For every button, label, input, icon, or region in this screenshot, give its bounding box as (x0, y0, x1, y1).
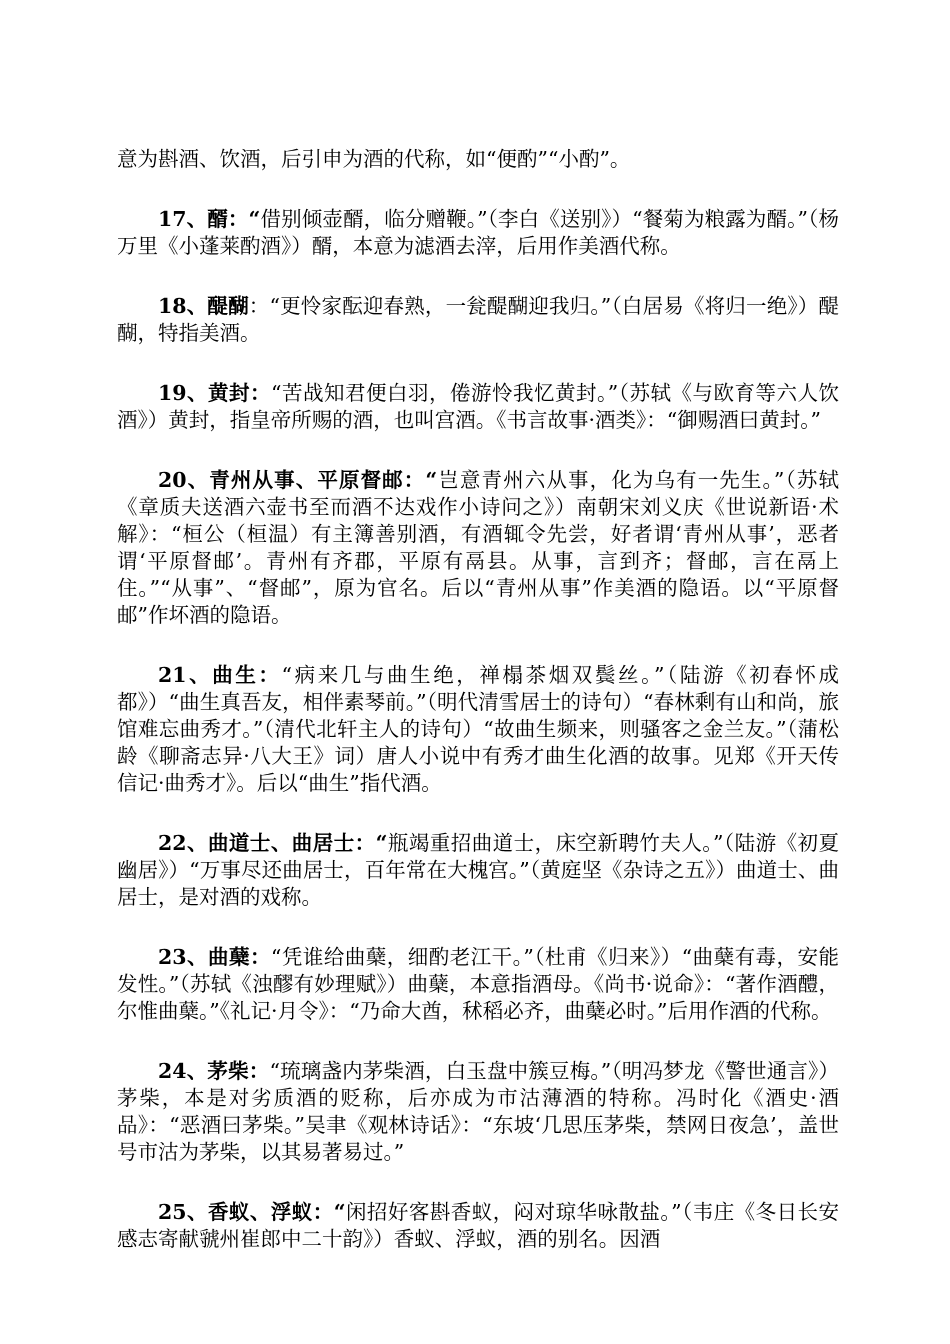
entry-heading: 23、曲蘖： (158, 945, 271, 969)
entry-heading: 25、香蚁、浮蚁：“ (158, 1200, 346, 1224)
paragraph-entry-19 (117, 380, 839, 434)
entry-heading: 21、曲生： (158, 663, 282, 687)
entry-text: ：“更怜家酝迎春熟，一瓮醍醐迎我归。”（白居易《将归一绝》）醍醐，特指美酒。 (117, 294, 839, 345)
entry-text: 岂意青州六从事，化为乌有一先生。”（苏轼《章质夫送酒六壶书至而酒不达戏作小诗问之》）南朝宋刘义庆《世说新语·术解》：“桓公（桓温）有主簿善别酒，有酒辄令先尝，好者谓‘青州从事’，恶者谓‘平原督邮’。青州有齐郡，平原有鬲县。从事，言到齐；督邮，言在鬲上住。”“从事”、“督邮”，原为官名。后以“青州从事”作美酒的隐语。以“平原督邮”作坏酒的隐语。 (117, 468, 839, 627)
entry-heading: 22、曲道士、曲居士：“ (158, 831, 388, 855)
paragraph-entry-24 (117, 1058, 839, 1166)
entry-text: “琉璃盏内茅柴酒，白玉盘中簇豆梅。”（明冯梦龙《警世通言》）茅柴，本是对劣质酒的贬称，后亦成为市沽薄酒的特称。冯时化《酒史·酒品》：“恶酒曰茅柴。”吴聿《观林诗话》：“东坡‘几思压茅柴，禁网日夜急’，盖世号市沽为茅柴，以其易著易过。” (117, 1059, 839, 1164)
paragraph-entry-25 (117, 1199, 839, 1253)
paragraph-entry-22 (117, 830, 839, 911)
paragraph-continuation (117, 146, 839, 173)
paragraph-entry-20 (117, 467, 839, 629)
paragraph-entry-21 (117, 662, 839, 797)
paragraph-entry-18 (117, 293, 839, 347)
entry-heading: 24、茅柴： (158, 1059, 270, 1083)
paragraph-entry-17 (117, 206, 839, 260)
entry-text: 闲招好客斟香蚁，闷对琼华咏散盐。”（韦庄《冬日长安感志寄献虢州崔郎中二十韵》）香蚁、浮蚁，酒的别名。因酒 (117, 1200, 840, 1251)
entry-heading: 19、黄封： (158, 381, 272, 405)
entry-text: “苦战知君便白羽，倦游怜我忆黄封。”（苏轼《与欧育等六人饮酒》）黄封，指皇帝所赐的酒，也叫宫酒。《书言故事·酒类》：“御赐酒曰黄封。” (117, 381, 839, 432)
entry-text: 瓶竭重招曲道士，床空新聘竹夫人。”（陆游《初夏幽居》）“万事尽还曲居士，百年常在大槐宫。”（黄庭坚《杂诗之五》）曲道士、曲居士，是对酒的戏称。 (117, 831, 839, 909)
entry-text: “凭谁给曲蘖，细酌老江干。”（杜甫《归来》）“曲蘖有毒，安能发性。”（苏轼《浊醪有妙理赋》）曲蘖，本意指酒母。《尚书·说命》：“著作酒醴，尔惟曲蘖。”《礼记·月令》：“乃命大酋，秫稻必齐，曲蘖必时。”后用作酒的代称。 (117, 945, 839, 1023)
document-body (117, 146, 839, 1286)
entry-text: “病来几与曲生绝，禅榻茶烟双鬓丝。”（陆游《初春怀成都》）“曲生真吾友，相伴素琴前。”（明代清雪居士的诗句）“春林剩有山和尚，旅馆难忘曲秀才。”（清代北轩主人的诗句）“故曲生频来，则骚客之金兰友。”（蒲松龄《聊斋志异·八大王》词）唐人小说中有秀才曲生化酒的故事。见郑《开天传信记·曲秀才》。后以“曲生”指代酒。 (117, 663, 839, 795)
entry-text: 意为斟酒、饮酒，后引申为酒的代称，如“便酌”“小酌”。 (117, 147, 631, 171)
entry-heading: 20、青州从事、平原督邮：“ (158, 468, 438, 492)
paragraph-entry-23 (117, 944, 839, 1025)
entry-heading: 18、醍醐 (158, 294, 249, 318)
entry-heading: 17、醑：“ (158, 207, 261, 231)
entry-text: 借别倾壶醑，临分赠鞭。”（李白《送别》）“餐菊为粮露为醑。”（杨万里《小蓬莱酌酒》）醑，本意为滤酒去滓，后用作美酒代称。 (117, 207, 839, 258)
